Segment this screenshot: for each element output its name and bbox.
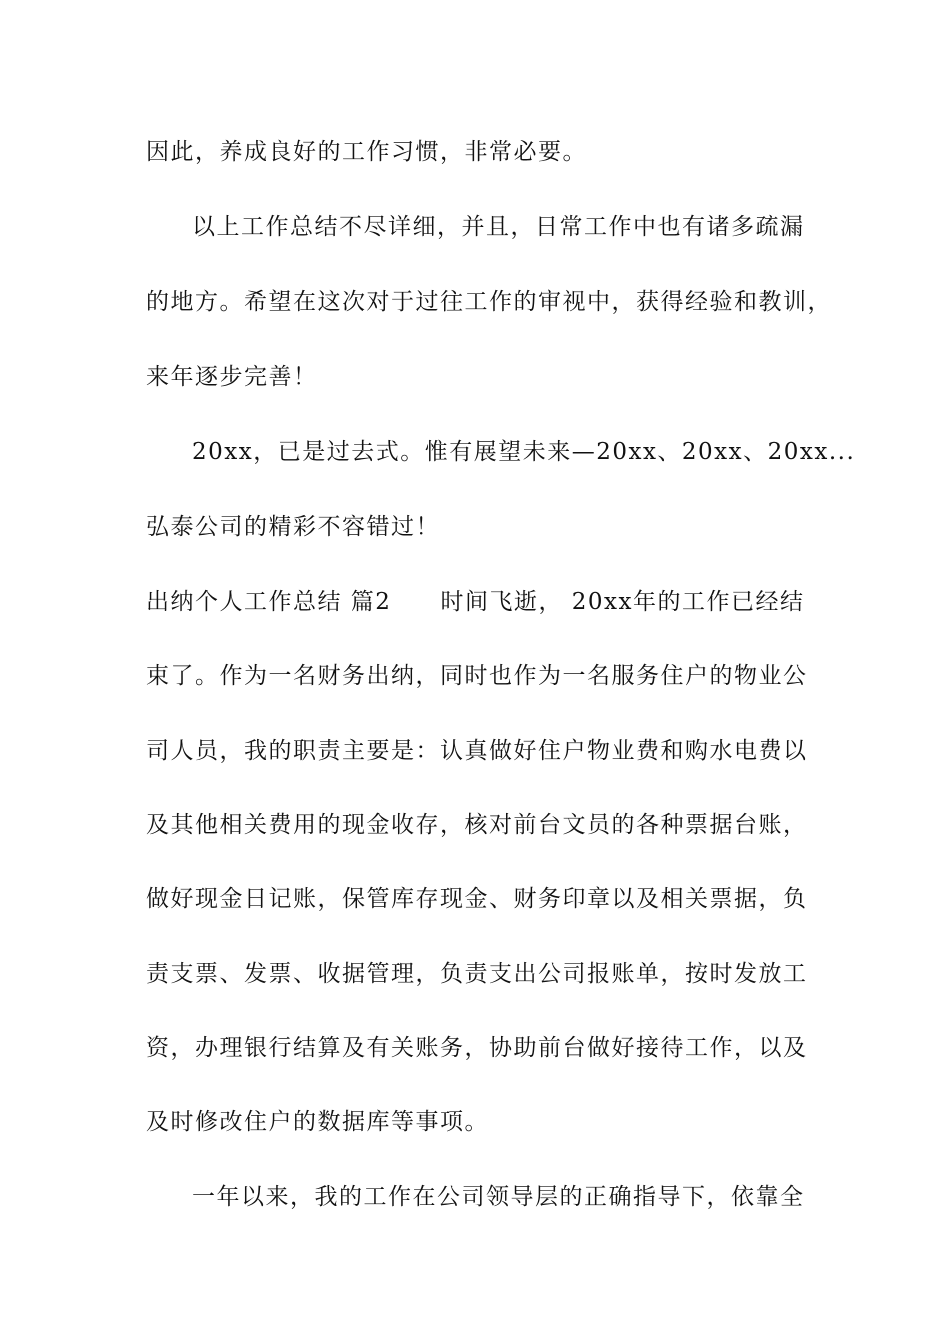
text-line: 一年以来，我的工作在公司领导层的正确指导下，依靠全 [192,1184,805,1210]
text-line: 责支票、发票、收据管理，负责支出公司报账单，按时发放工 [146,961,808,987]
text-line: 来年逐步完善！ [146,364,318,390]
text-line: 束了。作为一名财务出纳，同时也作为一名服务住户的物业公 [146,663,808,689]
text-line: 的地方。希望在这次对于过往工作的审视中，获得经验和教训， [146,289,832,315]
text-line: 资，办理银行结算及有关账务，协助前台做好接待工作，以及 [146,1035,808,1061]
text-line: 弘泰公司的精彩不容错过！ [146,514,440,540]
section-heading-line: 出纳个人工作总结 篇2 时间飞逝， 20xx年的工作已经结 [146,589,805,615]
text-line: 因此，养成良好的工作习惯，非常必要。 [146,139,587,165]
text-line: 做好现金日记账，保管库存现金、财务印章以及相关票据，负 [146,886,808,912]
text-line: 司人员，我的职责主要是：认真做好住户物业费和购水电费以 [146,738,808,764]
text-line: 及其他相关费用的现金收存，核对前台文员的各种票据台账， [146,812,808,838]
text-line: 20xx，已是过去式。惟有展望未来—20xx、20xx、20xx... [192,439,856,465]
text-line: 以上工作总结不尽详细，并且，日常工作中也有诸多疏漏 [192,214,805,240]
text-line: 及时修改住户的数据库等事项。 [146,1109,489,1135]
